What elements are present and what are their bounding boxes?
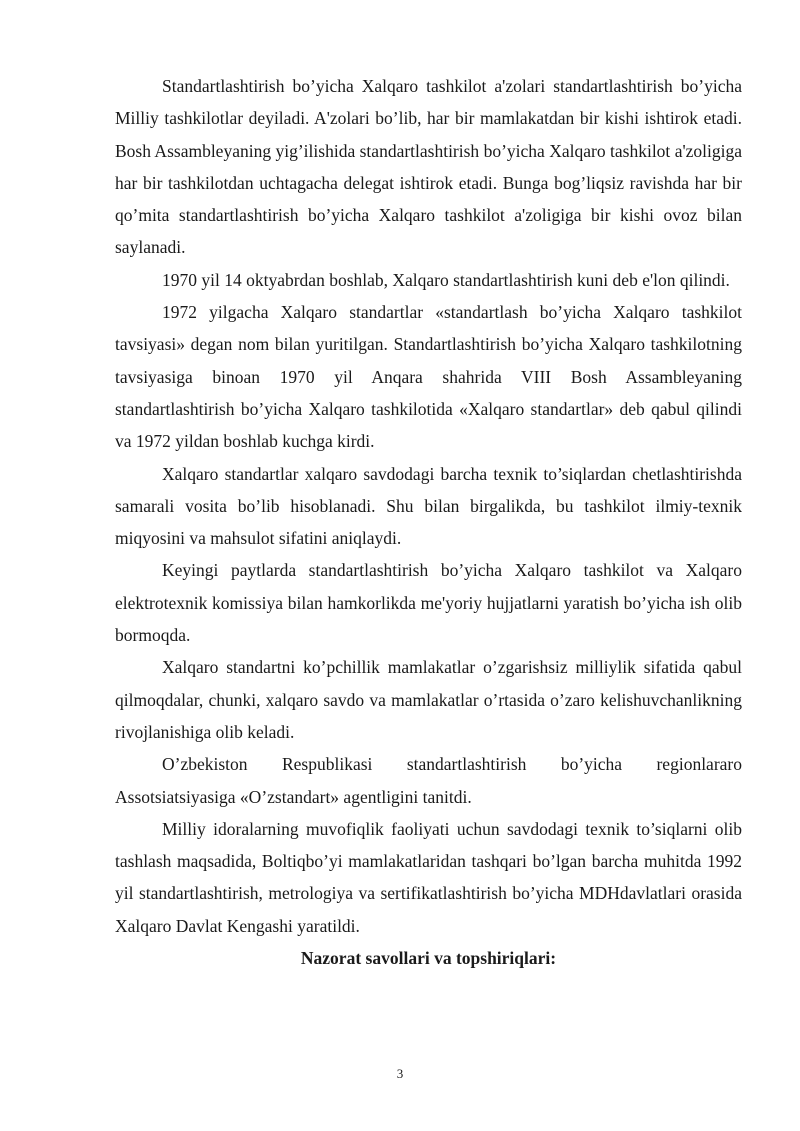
page-number: 3 (396, 1066, 404, 1081)
paragraph-iso-members: Standartlashtirish bo’yicha Xalqaro tashkilot a'zolari standartlashtirish bo’yicha Milliy tashkilotlar deyiladi. A'zolari bo’lib, har bir mamlakatdan bir kishi ishtirok etadi. Bosh Assambleyaning yig’ilishida standartlashtirish bo’yicha Xalqaro tashkilot a'zoligiga har bir tashkilotdan uchtagacha delegat ishtirok etadi. Bunga bog’liqsiz ravishda har bir qo’mita standartlashtirish bo’yicha Xalqaro tashkilot a'zoligiga bir kishi ovoz bilan saylanadi. (115, 76, 742, 258)
body-text (115, 70, 742, 974)
paragraph-uzbekistan: O’zbekiston Respublikasi standartlashtirish bo’yicha regionlararo Assotsiatsiyasiga «O’zstandart» agentligini tanitdi. (115, 754, 742, 807)
paragraph-adoption: Xalqaro standartni ko’pchillik mamlakatlar o’zgarishsiz milliylik sifatida qabul qilmoqdalar, chunki, xalqaro savdo va mamlakatlar o’rtasida o’zaro kelishuvchanlikning rivojlanishiga olib keladi. (115, 657, 742, 742)
paragraph-1972-standards: 1972 yilgacha Xalqaro standartlar «standartlash bo’yicha Xalqaro tashkilot tavsiyasi» degan nom bilan yuritilgan. Standartlashtirish bo’yicha Xalqaro tashkilotning tavsiyasiga binoan 1970 yil Anqara shahrida VIII Bosh Assambleyaning standartlashtirish bo’yicha Xalqaro tashkilotida «Xalqaro standartlar» deb qabul qilindi va 1972 yildan boshlab kuchga kirdi. (115, 302, 742, 452)
paragraph-iec-cooperation: Keyingi paytlarda standartlashtirish bo’yicha Xalqaro tashkilot va Xalqaro elektrotexnik komissiya bilan hamkorlikda me'yoriy hujjatlarni yaratish bo’yicha ish olib bormoqda. (115, 560, 742, 646)
section-heading: Nazorat savollari va topshiriqlari: (300, 948, 557, 969)
paragraph-trade-barriers: Xalqaro standartlar xalqaro savdodagi barcha texnik to’siqlardan chetlashtirishda samarali vosita bo’lib hisoblanadi. Shu bilan birgalikda, bu tashkilot ilmiy-texnik miqyosini va mahsulot sifatini aniqlaydi. (115, 463, 742, 549)
paragraph-standards-day: 1970 yil 14 oktyabrdan boshlab, Xalqaro standartlashtirish kuni deb e'lon qilindi. (162, 269, 730, 290)
paragraph-interstate-council: Milliy idoralarning muvofiqlik faoliyati uchun savdodagi texnik to’siqlarni olib tashlash maqsadida, Boltiqbo’yi mamlakatlaridan tashqari bo’lgan barcha muhitda 1992 yil standartlashtirish, metrologiya va sertifikatlashtirish bo’yicha MDHdavlatlari orasida Xalqaro Davlat Kengashi yaratildi. (115, 818, 742, 936)
